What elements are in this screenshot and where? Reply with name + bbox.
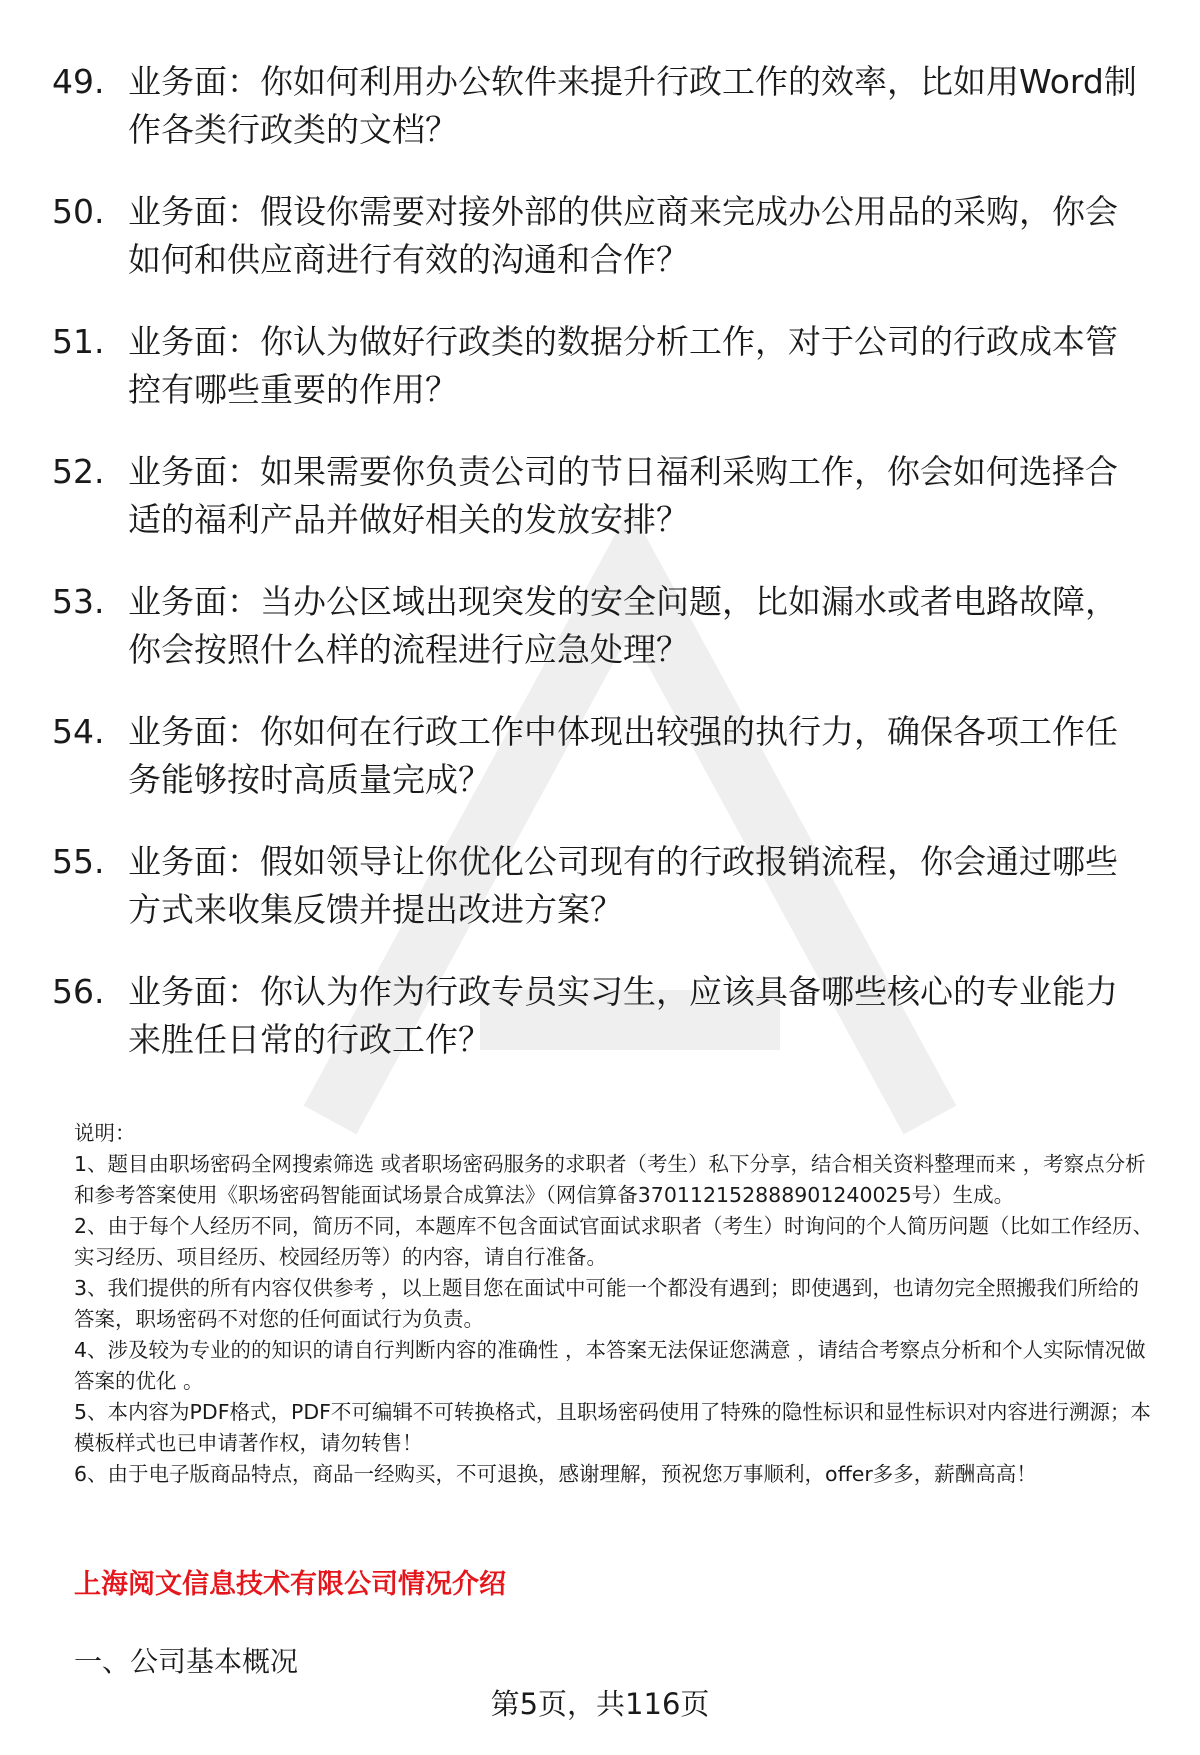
note-item: 2、由于每个人经历不同，简历不同，本题库不包含面试官面试求职者（考生）时询问的个人简历问题（比如工作经历、实习经历、项目经历、校园经历等）的内容，请自行准备。 xyxy=(74,1214,1154,1269)
question-item xyxy=(0,968,1200,1064)
question-text: 业务面：你如何利用办公软件来提升行政工作的效率，比如用Word制作各类行政类的文档？ xyxy=(128,62,1137,149)
question-number: 51. xyxy=(52,322,105,361)
question-item xyxy=(0,448,1200,544)
note-item: 4、涉及较为专业的的知识的请自行判断内容的准确性 ，本答案无法保证您满意 ，请结合考察点分析和个人实际情况做答案的优化 。 xyxy=(74,1338,1146,1393)
question-number: 55. xyxy=(52,842,105,881)
question-item xyxy=(0,838,1200,934)
question-item xyxy=(0,578,1200,674)
question-number: 56. xyxy=(52,972,105,1011)
question-number: 53. xyxy=(52,582,105,621)
question-text: 业务面：假如领导让你优化公司现有的行政报销流程，你会通过哪些方式来收集反馈并提出改进方案？ xyxy=(128,842,1118,929)
question-number: 50. xyxy=(52,192,105,231)
question-item xyxy=(0,58,1200,154)
question-number: 49. xyxy=(52,62,105,101)
question-item xyxy=(0,188,1200,284)
note-item: 6、由于电子版商品特点，商品一经购买，不可退换，感谢理解，预祝您万事顺利，offer多多，薪酬高高！ xyxy=(74,1462,1037,1486)
note-item: 3、我们提供的所有内容仅供参考 ，以上题目您在面试中可能一个都没有遇到；即使遇到，也请勿完全照搬我们所给的答案，职场密码不对您的任何面试行为负责。 xyxy=(74,1276,1140,1331)
question-number: 52. xyxy=(52,452,105,491)
question-text: 业务面：你认为作为行政专员实习生，应该具备哪些核心的专业能力来胜任日常的行政工作？ xyxy=(128,972,1118,1059)
page-number: 第5页，共116页 xyxy=(490,1687,710,1721)
question-text: 业务面：你认为做好行政类的数据分析工作，对于公司的行政成本管控有哪些重要的作用？ xyxy=(128,322,1118,409)
notes-section xyxy=(74,1118,1154,1490)
note-item: 5、本内容为PDF格式，PDF不可编辑不可转换格式，且职场密码使用了特殊的隐性标识和显性标识对内容进行溯源；本模板样式也已申请著作权，请勿转售！ xyxy=(74,1400,1151,1455)
question-list xyxy=(0,58,1200,1098)
question-text: 业务面：如果需要你负责公司的节日福利采购工作，你会如何选择合适的福利产品并做好相关的发放安排？ xyxy=(128,452,1118,539)
section-heading: 一、公司基本概况 xyxy=(74,1645,299,1678)
company-heading: 上海阅文信息技术有限公司情况介绍 xyxy=(74,1569,506,1600)
notes-title: 说明： xyxy=(74,1121,136,1145)
question-text: 业务面：你如何在行政工作中体现出较强的执行力，确保各项工作任务能够按时高质量完成？ xyxy=(128,712,1118,799)
question-text: 业务面：假设你需要对接外部的供应商来完成办公用品的采购，你会如何和供应商进行有效的沟通和合作？ xyxy=(128,192,1118,279)
question-number: 54. xyxy=(52,712,105,751)
note-item: 1、题目由职场密码全网搜索筛选 或者职场密码服务的求职者（考生）私下分享，结合相关资料整理而来 ，考察点分析和参考答案使用《职场密码智能面试场景合成算法》（网信算备370112152888901240025号）生成。 xyxy=(74,1152,1146,1207)
question-item xyxy=(0,318,1200,414)
question-item xyxy=(0,708,1200,804)
question-text: 业务面：当办公区域出现突发的安全问题，比如漏水或者电路故障，你会按照什么样的流程进行应急处理？ xyxy=(128,582,1118,669)
